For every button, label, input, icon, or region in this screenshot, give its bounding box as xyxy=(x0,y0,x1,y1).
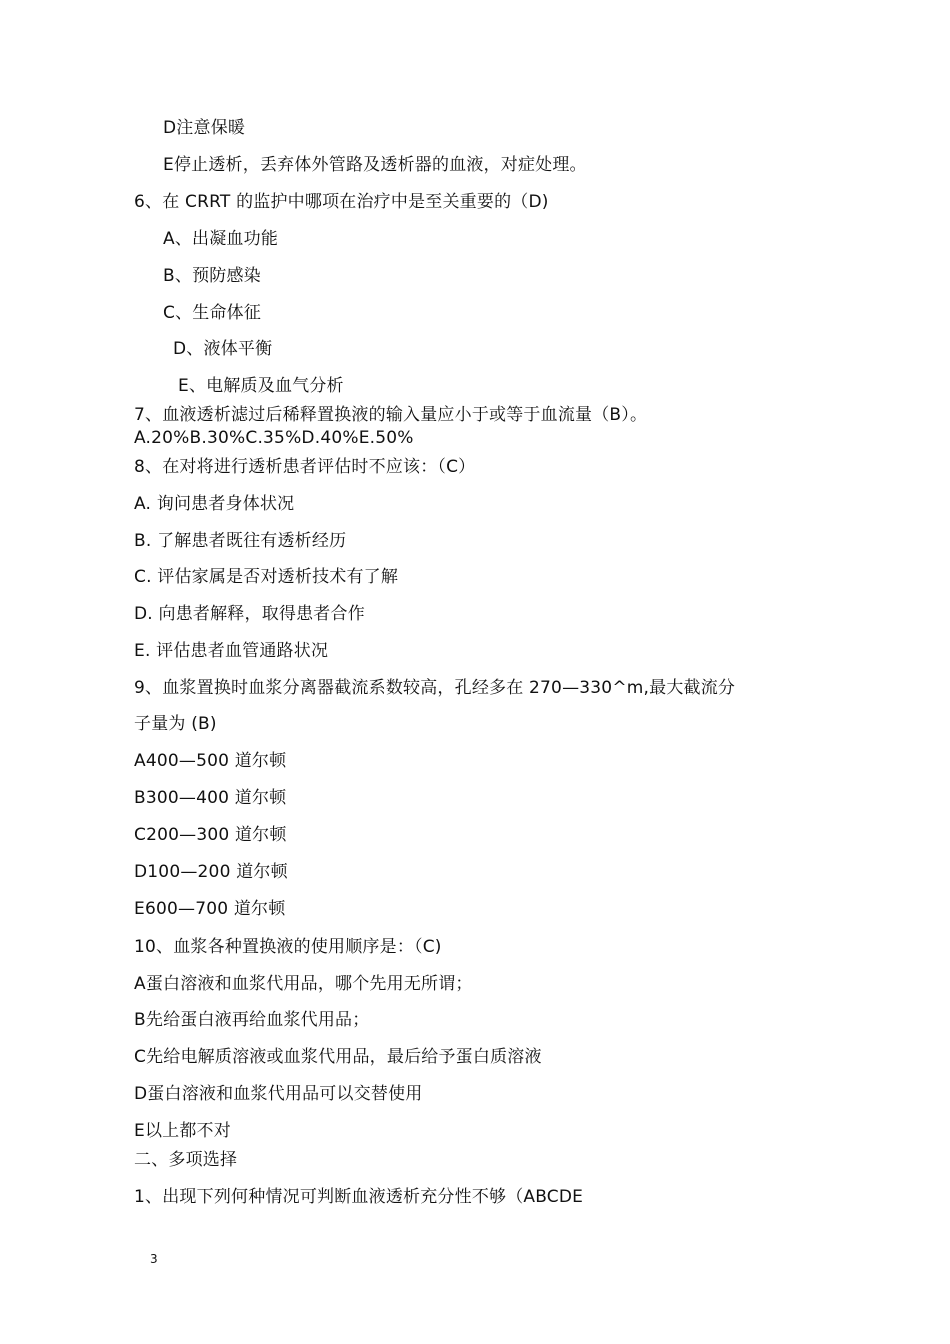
q10-option-b: B先给蛋白液再给血浆代用品； xyxy=(134,1010,370,1030)
q9-option-e: E600—700 道尔顿 xyxy=(134,899,286,919)
q6-option-d: D、液体平衡 xyxy=(173,339,273,359)
q8-option-c: C. 评估家属是否对透析技术有了解 xyxy=(134,567,399,587)
q10-option-c: C先给电解质溶液或血浆代用品，最后给予蛋白质溶液 xyxy=(134,1047,542,1067)
q10-option-d: D蛋白溶液和血浆代用品可以交替使用 xyxy=(134,1084,423,1104)
question-9-cont: 子量为 (B) xyxy=(134,714,217,734)
option-e-stop-dialysis: E停止透析，丢弃体外管路及透析器的血液，对症处理。 xyxy=(163,155,587,175)
q9-option-c: C200—300 道尔顿 xyxy=(134,825,287,845)
q10-option-e: E以上都不对 xyxy=(134,1121,231,1141)
question-7: 7、血液透析滤过后稀释置换液的输入量应小于或等于血流量（B）。 xyxy=(134,405,648,425)
page-number: 3 xyxy=(150,1252,158,1266)
q6-option-e: E、电解质及血气分析 xyxy=(178,376,344,396)
question-10: 10、血浆各种置换液的使用顺序是：（C) xyxy=(134,937,442,957)
q8-option-d: D. 向患者解释，取得患者合作 xyxy=(134,604,365,624)
question-6: 6、在 CRRT 的监护中哪项在治疗中是至关重要的（D) xyxy=(134,192,549,212)
q8-option-a: A. 询问患者身体状况 xyxy=(134,494,295,514)
q6-option-c: C、生命体征 xyxy=(163,303,262,323)
option-d-keep-warm: D注意保暖 xyxy=(163,118,246,138)
q6-option-a: A、出凝血功能 xyxy=(163,229,279,249)
q8-option-b: B. 了解患者既往有透析经历 xyxy=(134,531,347,551)
section-heading-multiple-choice: 二、多项选择 xyxy=(134,1150,238,1170)
q8-option-e: E. 评估患者血管通路状况 xyxy=(134,641,329,661)
q6-option-b: B、预防感染 xyxy=(163,266,261,286)
q10-option-a: A蛋白溶液和血浆代用品，哪个先用无所谓； xyxy=(134,974,473,994)
question-8: 8、在对将进行透析患者评估时不应该：（C） xyxy=(134,457,476,477)
q9-option-d: D100—200 道尔顿 xyxy=(134,862,288,882)
question-9: 9、血浆置换时血浆分离器截流系数较高，孔经多在 270—330^m,最大截流分 xyxy=(134,678,736,698)
q9-option-b: B300—400 道尔顿 xyxy=(134,788,287,808)
multi-question-1: 1、出现下列何种情况可判断血液透析充分性不够（ABCDE xyxy=(134,1187,584,1207)
q7-options: A.20%B.30%C.35%D.40%E.50% xyxy=(134,428,414,448)
q9-option-a: A400—500 道尔顿 xyxy=(134,751,287,771)
